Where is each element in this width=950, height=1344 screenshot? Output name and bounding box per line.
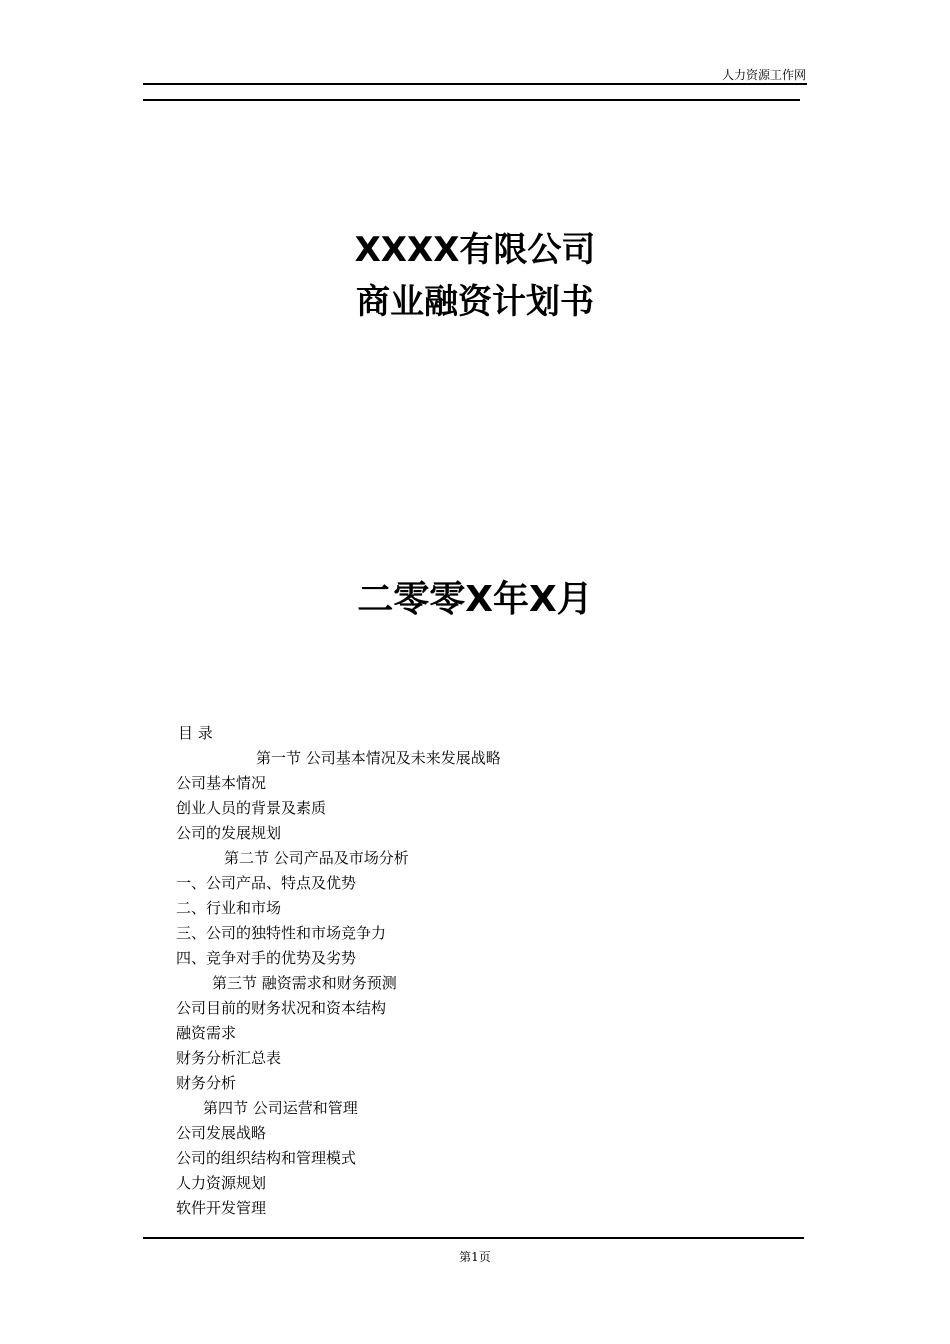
document-title: 商业融资计划书 bbox=[356, 282, 594, 322]
toc-item: 公司的组织结构和管理模式 bbox=[176, 1149, 357, 1167]
toc-item: 财务分析汇总表 bbox=[176, 1049, 282, 1067]
toc-item: 公司的发展规划 bbox=[176, 824, 282, 842]
toc-section-1: 第一节 公司基本情况及未来发展战略 bbox=[256, 749, 501, 767]
toc-item: 一、公司产品、特点及优势 bbox=[176, 874, 357, 892]
company-name: XXXX有限公司 bbox=[354, 230, 596, 270]
document-date: 二零零X年X月 bbox=[357, 579, 593, 620]
footer-rule bbox=[143, 1237, 804, 1239]
toc-item: 创业人员的背景及素质 bbox=[176, 799, 327, 817]
toc-item: 公司基本情况 bbox=[176, 774, 267, 792]
toc-section-2: 第二节 公司产品及市场分析 bbox=[224, 849, 409, 867]
toc-item: 人力资源规划 bbox=[176, 1174, 267, 1192]
toc-item: 融资需求 bbox=[176, 1024, 237, 1042]
header-rule-1 bbox=[143, 83, 807, 85]
toc-item: 四、竞争对手的优势及劣势 bbox=[176, 949, 357, 967]
toc-heading: 目 录 bbox=[178, 724, 213, 742]
toc-section-4: 第四节 公司运营和管理 bbox=[203, 1099, 358, 1117]
toc-item: 二、行业和市场 bbox=[176, 899, 282, 917]
header-rule-2 bbox=[143, 99, 800, 101]
toc-section-3: 第三节 融资需求和财务预测 bbox=[212, 974, 397, 992]
toc-item: 软件开发管理 bbox=[176, 1199, 267, 1217]
toc-item: 财务分析 bbox=[176, 1074, 237, 1092]
toc-item: 公司目前的财务状况和资本结构 bbox=[176, 999, 387, 1017]
header-site-name: 人力资源工作网 bbox=[721, 68, 806, 82]
toc-item: 三、公司的独特性和市场竞争力 bbox=[176, 924, 387, 942]
page-number: 第1页 bbox=[459, 1250, 491, 1264]
toc-item: 公司发展战略 bbox=[176, 1124, 267, 1142]
